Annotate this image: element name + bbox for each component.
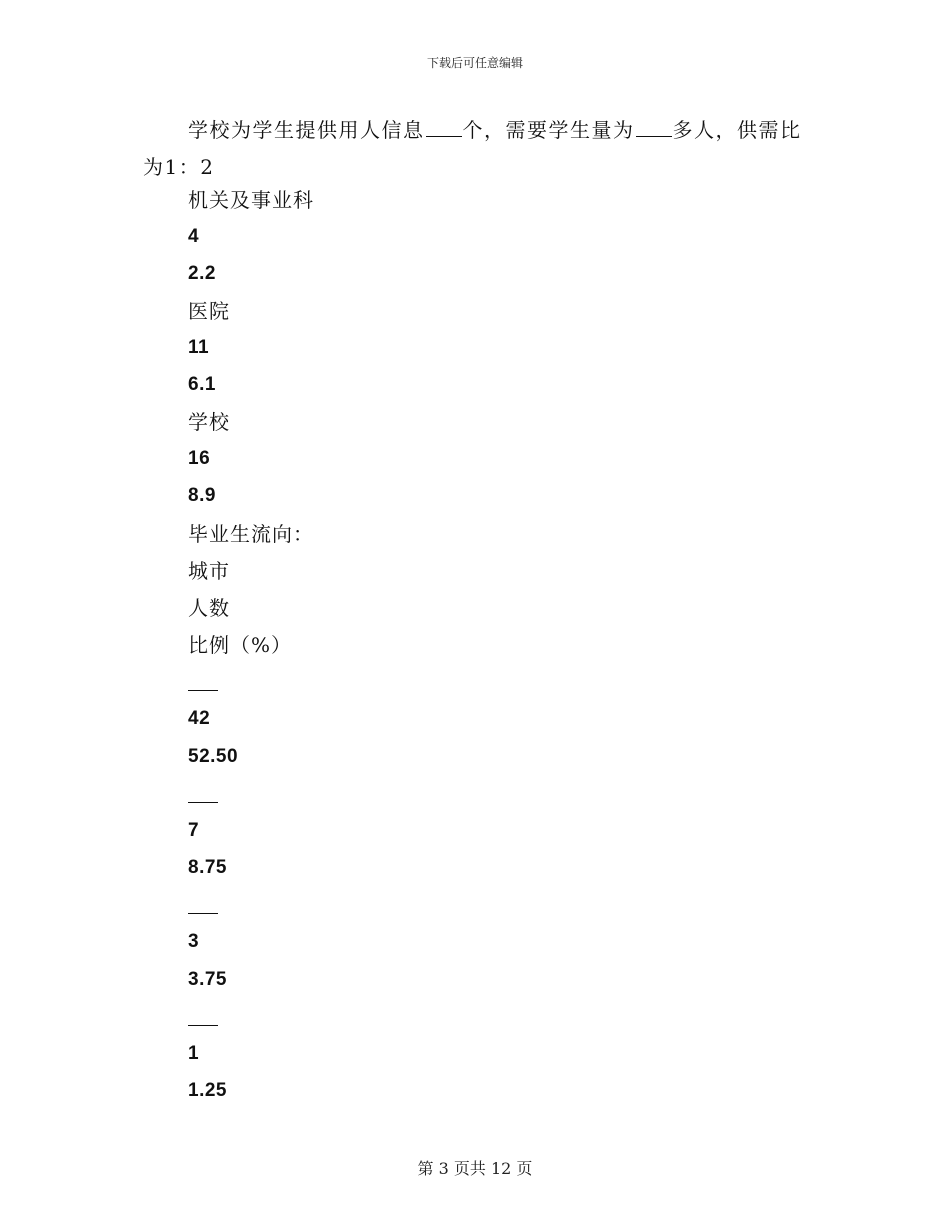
flow-pct: 1.25 [188, 1080, 227, 1101]
intro-text-3: 多人，供需比为1：2 [143, 118, 802, 179]
supply-label: 医院 [188, 299, 230, 323]
blank-city [188, 802, 218, 803]
flow-count: 42 [188, 708, 211, 729]
flow-pct: 52.50 [188, 746, 239, 767]
flow-count: 3 [188, 931, 200, 952]
flow-count: 7 [188, 820, 200, 841]
supply-count: 11 [188, 337, 210, 358]
flow-pct: 3.75 [188, 969, 227, 990]
flow-count: 1 [188, 1043, 200, 1064]
blank-line [426, 118, 462, 137]
flow-pct: 8.75 [188, 857, 227, 878]
supply-ratio: 6.1 [188, 374, 216, 395]
flow-header-count: 人数 [188, 596, 230, 620]
flow-title: 毕业生流向： [188, 522, 314, 546]
blank-city [188, 690, 218, 691]
flow-header-city: 城市 [188, 559, 230, 583]
blank-city [188, 913, 218, 914]
supply-ratio: 8.9 [188, 485, 216, 506]
page-header: 下载后可任意编辑 [426, 56, 523, 70]
supply-ratio: 2.2 [188, 263, 216, 284]
intro-text-1: 学校为学生提供用人信息 [188, 118, 425, 142]
supply-count: 16 [188, 448, 211, 469]
flow-header-pct: 比例（%） [188, 633, 293, 657]
intro-text-2: 个，需要学生量为 [462, 118, 635, 142]
blank-city [188, 1025, 218, 1026]
intro-paragraph [143, 112, 803, 186]
supply-label: 学校 [188, 410, 230, 434]
page-footer: 第 3 页共 12 页 [417, 1159, 533, 1178]
supply-count: 4 [188, 226, 200, 247]
supply-label: 机关及事业科 [188, 188, 314, 212]
blank-line [636, 118, 672, 137]
